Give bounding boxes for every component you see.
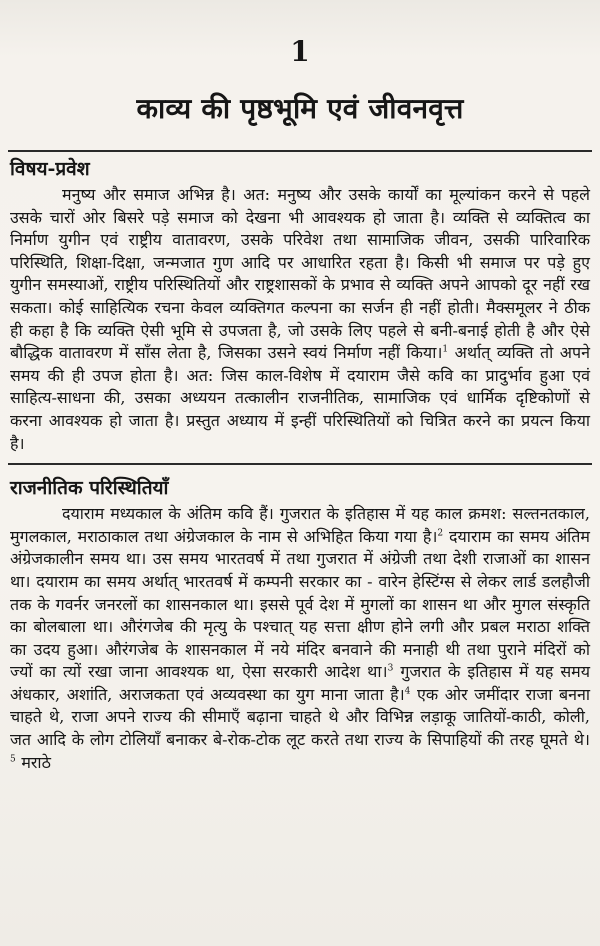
footnote-ref: 3 [387, 663, 394, 674]
chapter-number: 1 [290, 35, 310, 68]
footnote-ref: 2 [437, 528, 444, 539]
footnote-ref: 5 [10, 754, 16, 765]
paragraph-text: अर्थात् व्यक्ति तो अपने समय की ही उपज होता है। अत: जिस काल-विशेष में दयाराम जैसे कवि का प्रादुर्भाव हुआ एवं साहित्य-साधना की, उसका अध्ययन तत्कालीन राजनीतिक, सामाजिक एवं धार्मिक दृष्टिकोणों से करना आवश्यक हो जाता है। प्रस्तुत अध्याय में इन्हीं परिस्थितियों को चित्रित करने का प्रयत्न किया है। [10, 343, 590, 453]
paragraph-text: गुजरात के इतिहास में यह समय अंधकार, अशांति, अराजकता एवं अव्यवस्था का युग माना जाता है। [10, 662, 590, 704]
section-divider [8, 463, 592, 465]
paragraph-text: दयाराम का समय अंतिम अंग्रेजकालीन समय था। उस समय भारतवर्ष में तथा गुजरात में अंग्रेजी तथा देशी राजाओं का शासन था। दयाराम का समय अर्थात् भारतवर्ष में कम्पनी सरकार का - वारेन हेस्टिंग्स से लेकर लार्ड डलहौजी तक के गवर्नर जनरलों का शासनकाल था। इससे पूर्व देश में मुगलों का शासन था और मुगल संस्कृति का बोलबाला था। औरंगजेब की मृत्यु के पश्चात् यह सत्ता क्षीण होने लगी और प्रबल मराठा शक्ति का उदय हुआ। औरंगजेब के शासनकाल में नये मंदिर बनवाने की मनाही थी तथा पुराने मंदिरों को ज्यों का त्यों रखा जाना आवश्यक था, ऐसा सरकारी आदेश था। [10, 526, 590, 682]
footnote-ref: 4 [404, 686, 411, 697]
paragraph-political [0, 501, 600, 774]
footnote-ref: 1 [442, 344, 449, 355]
paragraph-text: दयाराम मध्यकाल के अंतिम कवि हैं। गुजरात के इतिहास में यह काल क्रमश: सल्तनतकाल, मुगलकाल, मराठाकाल तथा अंग्रेजकाल के नाम से अभिहित किया गया है। [10, 504, 590, 546]
section-heading-introduction: विषय-प्रवेश [10, 158, 90, 180]
paragraph-text: मनुष्य और समाज अभिन्न है। अत: मनुष्य और उसके कार्यों का मूल्यांकन करने से पहले उसके चारों ओर बिसरे पड़े समाज को देखना भी आवश्यक हो जाता है। व्यक्ति से व्यक्तित्व का निर्माण युगीन एवं राष्ट्रीय वातावरण, उसके परिवेश तथा सामाजिक जीवन, उसकी पारिवारिक परिस्थिति, शिक्षा-दिक्षा, जन्मजात गुण आदि पर आधारित रहता है। किसी भी समाज पर पड़े हुए युगीन समस्याओं, राष्ट्रीय परिस्थितियों और राष्ट्रशासकों के प्रभाव से व्यक्ति अपने आपको दूर नहीं रख सकता। कोई साहित्यिक रचना केवल व्यक्तिगत कल्पना का सर्जन ही नहीं होती। मैक्समूलर ने ठीक ही कहा है कि व्यक्ति ऐसी भूमि से उपजता है, जो उसके लिए पहले से बनी-बनाई होती है और ऐसे बौद्धिक वातावरण में साँस लेता है, जिसका उसने स्वयं निर्माण नहीं किया। [10, 185, 590, 363]
paragraph-text: मराठे [15, 752, 51, 772]
paragraph-introduction [0, 182, 600, 455]
section-heading-political: राजनीतिक परिस्थितियाँ [10, 477, 169, 500]
paragraph-text: एक ओर जमींदार राजा बनना चाहते थे, राजा अपने राज्य की सीमाएँ बढ़ाना चाहते थे और विभिन्न लड़ाकू जातियों-काठी, कोली, जत आदि के लोग टोलियाँ बनाकर बे-रोक-टोक लूट करते तथा राज्य के सिपाहियों की तरह घूमते थे। [10, 684, 590, 750]
chapter-title: काव्य की पृष्ठभूमि एवं जीवनवृत्त [136, 92, 464, 125]
